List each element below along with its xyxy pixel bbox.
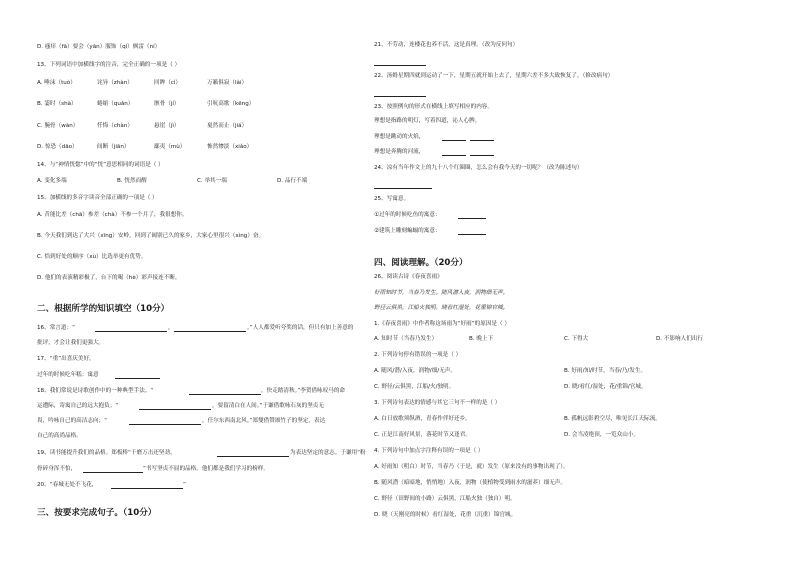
option: 诧异（zhàn）	[97, 80, 133, 86]
option: C. 腕骨（wàn）	[37, 123, 79, 129]
question-line: 骨碎身浑不怕，	[37, 466, 77, 472]
question-21: 21、不劳动，连楼花也养不活，这是真理。（改为反问句）	[374, 42, 519, 48]
option-line: D. 他们的表演精彩极了，台下的喝（hè）彩声接连不断。	[37, 275, 181, 281]
question-17: 17、“重”出喜庆美好。	[37, 356, 95, 362]
option-line: A. 昔能比差（chā）参差（chà）不参一个月了，我很想你。	[37, 212, 188, 218]
blank[interactable]	[111, 488, 183, 489]
question-line: 自己的高尚品格。	[37, 433, 82, 439]
option: B. 恍然而醒	[117, 178, 147, 184]
blank[interactable]	[374, 96, 426, 97]
fill-line: 理想是奔腾的河流，	[374, 149, 425, 155]
blank[interactable]	[442, 155, 466, 156]
option-line: B. 今天我们到达了大兴（xīng）安岭，回到了阔别已久的家乡，大家心里很兴（xìng）奋。	[37, 233, 265, 239]
question-24: 24、凉有当年作文上的九十八个红圈圈，怎么会有我今天的一切呢？（改为陈述句）	[374, 165, 583, 171]
section-3-heading: 三、按要求完成句子。（10分）	[37, 508, 157, 518]
option-line: C. 恰到好处的顺序（xù）比选举更有优势。	[37, 254, 147, 260]
option: A. 随风/潜/入夜，润物/细/无声。	[374, 368, 456, 374]
blank[interactable]	[458, 234, 486, 235]
text: 为表达坚定的意志。于谦用“粉	[290, 450, 366, 456]
option: B. 晚上下	[469, 336, 494, 342]
option: C. 野径/云俱黑，江船/火/独明。	[374, 384, 455, 390]
question-16: 16、常言道：“	[37, 325, 75, 331]
blank[interactable]	[83, 472, 143, 473]
text: ，快走踏清秋。”李贺借咏叹马的命	[261, 388, 346, 394]
question-line: D. 瘙痒（fā）要会（yān）服饰（qí）枫雷（ní）	[37, 44, 161, 50]
option: 怖然惨淡（xiǎo）	[207, 144, 253, 150]
option: B. 霎时（shà）	[37, 101, 77, 107]
fill-line: ①过年的时候吃鱼的寓意：	[374, 212, 441, 218]
sub-question-3: 3. 下列诗句表达的情感与其它三句不一样的是（ ）	[374, 400, 501, 406]
text: ，要留清白在人间。”于谦借歌咏石灰的坚贞无	[212, 403, 324, 409]
blank[interactable]	[470, 155, 494, 156]
blank[interactable]	[174, 331, 246, 332]
sub-question-2: 2. 下列诗句停有错误的一项是（ ）	[374, 352, 462, 358]
blank[interactable]	[470, 140, 494, 141]
option: B. 孤帆远影碧空尽，唯见长江天际流。	[564, 416, 661, 422]
blank[interactable]	[458, 218, 486, 219]
blank[interactable]	[95, 331, 167, 332]
option-line: D. 晓（天刚亮的时候）看红湿处，花重（沉重）锦官城。	[374, 512, 517, 518]
sub-question-4: 4. 下列诗句中加点字注释有误的一项是（ ）	[374, 448, 484, 454]
option: B. 好雨/知/时节，当春/乃/发生。	[564, 368, 647, 374]
sub-question-1: 1.《春夜喜雨》中作者称这场雨为“好雨”的原因是（ ）	[374, 321, 510, 327]
option: C. 下得大	[564, 336, 589, 342]
poem-line: 野径云俱黑，江船火独明。晓看红湿处，花重锦官城。	[374, 305, 509, 311]
question-15: 15、加横线的多音字读音全部正确的一项是（ ）	[37, 195, 158, 201]
blank[interactable]	[129, 424, 201, 425]
text: 。”人人都爱听夸奖的话，但只有加上善意的	[247, 325, 354, 331]
option: A. 变化多端	[37, 178, 67, 184]
option: 引吭高歌（kēng）	[207, 101, 255, 107]
question-20: 20、“春城无处不飞花，	[37, 482, 98, 488]
question-14: 14、与“神情恍惚”中的“恍”意思相同的词语是（ ）	[37, 162, 164, 168]
fill-line: ②建筑上雕刻蝙蝠的寓意：	[374, 228, 441, 234]
option: 悬崖（jì）	[154, 123, 180, 129]
option: 间断（jiān）	[97, 144, 130, 150]
option: D. 惊恐（dāo）	[37, 144, 78, 150]
question-13: 13、下列词语中加横线字的注音，完全正确的一项是（ ）	[37, 62, 181, 68]
question-26: 26、阅读古诗《春夜喜雨》	[374, 274, 443, 280]
question-line: 畏，吟咏自己的高洁志向；“	[37, 418, 108, 424]
section-2-heading: 二、根据所学的知识填空（10分）	[37, 304, 170, 314]
question-23: 23、按照例句的形式在横线上填写相应的内容。	[374, 104, 493, 110]
section-4-heading: 四、阅读理解。（20分）	[374, 258, 468, 268]
blank[interactable]	[374, 188, 432, 189]
blank[interactable]	[217, 456, 289, 457]
option: C. 举其一端	[197, 178, 227, 184]
option: D. 会当凌绝顶，一览众山小。	[564, 432, 639, 438]
text: ”	[183, 482, 186, 488]
option-line: B. 随风潜（暗暗地，悄悄地）入夜，润物（使植物受到雨水的滋养）细无声。	[374, 480, 566, 486]
option: C. 正是江南好风景，落花时节又逢君。	[374, 432, 471, 438]
question-18: 18、我们常说是诗歌创作中的一种典型手法。“	[37, 388, 154, 394]
option: 蜷缩（quǎn）	[97, 101, 134, 107]
option-line: C. 野径（田野间的小路）云俱黑，江船火独（独自）明。	[374, 496, 516, 502]
example-line: 理想是指路的明灯，写着四道，沁人心脾。	[374, 118, 481, 124]
option: A. 白日放歌须纵酒，青春作伴好还乡。	[374, 416, 471, 422]
option: 忏悔（chàn）	[97, 123, 133, 129]
blank[interactable]	[374, 65, 426, 66]
question-22: 22、汤姆星期四就到运动了一下，星期五就开始上去了，星期六差不多大致恢复了。（修改病句）	[374, 73, 614, 79]
option: A. 知时节（当春乃发生）	[374, 336, 438, 342]
option: 骸骨（jí）	[154, 101, 180, 107]
option: D. 品行不端	[277, 178, 308, 184]
text: ，	[168, 325, 174, 331]
option: 回眸（cì）	[154, 80, 182, 86]
blank[interactable]	[189, 394, 261, 395]
option: 鄙夷（mù）	[154, 144, 186, 150]
question-25: 25、写寓意。	[374, 196, 410, 202]
option: A. 唾沫（tuò）	[37, 80, 76, 86]
option-line: A. 好雨知（明白）时节，当春乃（于是，就）发生（原来没有的事物出现了）。	[374, 464, 569, 470]
question-line: 过年的时候吃年糕：寓意	[37, 372, 99, 378]
blank[interactable]	[115, 378, 160, 379]
option: D. 晓/看红/湿处，花/重锦/官城。	[564, 384, 647, 390]
question-line: 批评，才会让我们更强大。	[37, 340, 105, 346]
fill-line: 理想是跳动的火焰，	[374, 134, 425, 140]
question-19: 19、读书能提升我们的品格。郑板桥“千磨万击还坚劲，	[37, 450, 176, 456]
option: 万籁俱寂（lài）	[207, 80, 248, 86]
text: ”书写坚贞不屈的品格。他们都是我们学习的榜样。	[143, 466, 269, 472]
blank[interactable]	[139, 409, 211, 410]
option: 戛然而止（jiá）	[207, 123, 248, 129]
text: ，任尔东西南北风。”郑燮借赞颂竹子的坚定，表达	[202, 418, 326, 424]
question-line: 运遭际，寄寓自己的远大抱负；“	[37, 403, 119, 409]
blank[interactable]	[442, 140, 466, 141]
option: D. 不影响人们出行	[656, 336, 704, 342]
poem-line: 好雨知时节，当春乃发生。随风潜入夜，润物细无声。	[374, 290, 509, 296]
